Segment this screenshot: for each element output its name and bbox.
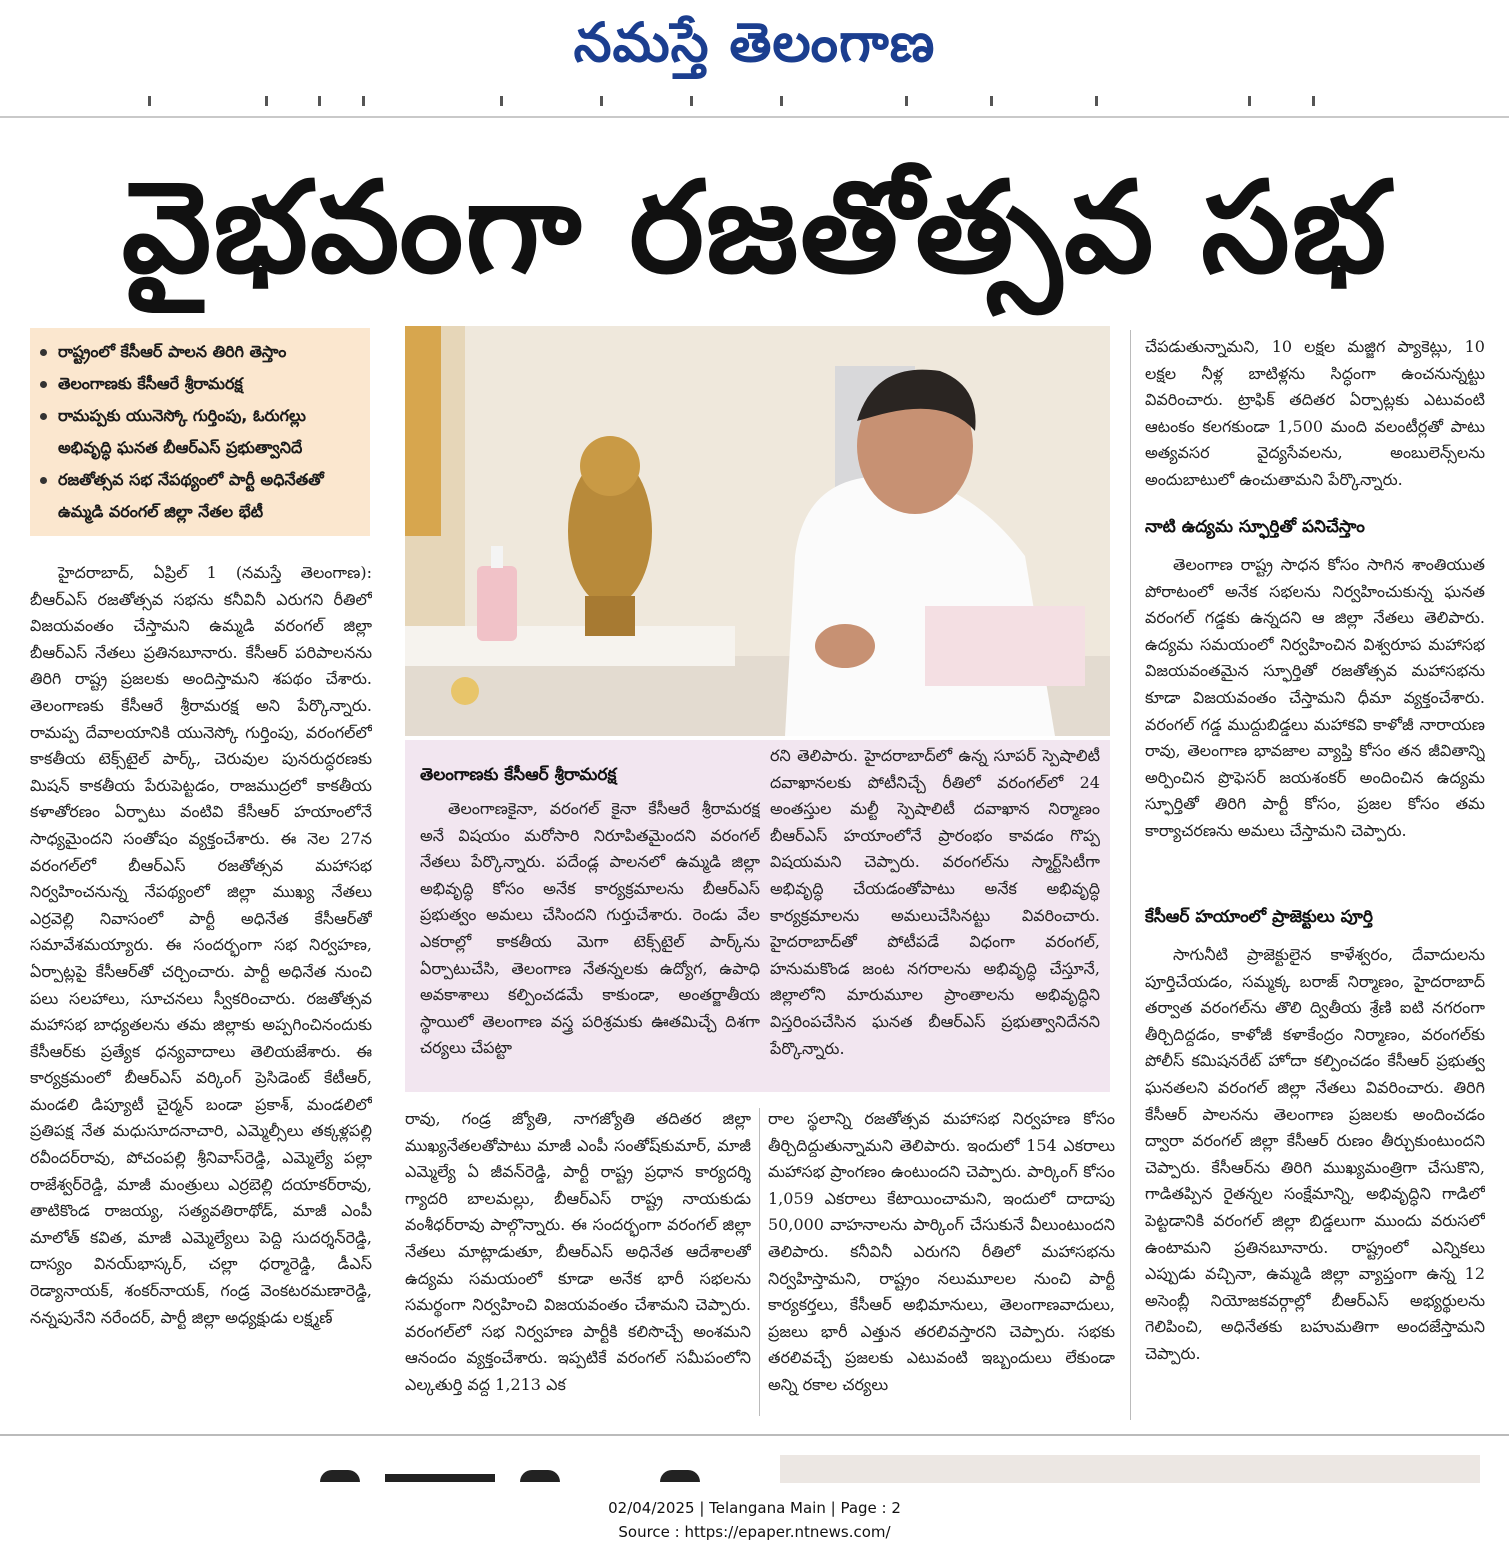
highlight-item: రజతోత్సవ సభ నేపథ్యంలో పార్టీ అధినేతతో ఉమ్మడి వరంగల్ జిల్లా నేతల భేటీ xyxy=(36,464,362,528)
article-column-3 xyxy=(768,1106,1115,1416)
next-article-fragment xyxy=(520,1470,560,1482)
article-column-2 xyxy=(405,1106,751,1416)
article-column-4-para1 xyxy=(1145,552,1485,892)
article-body-paragraph: రాల స్థలాన్ని రజతోత్సవ మహాసభ నిర్వహణ కోసం తీర్చిదిద్దుతున్నామని తెలిపారు. ఇందులో 154 ఎకరాలు మహాసభ ప్రాంగణం ఉంటుందని చెప్పారు. పార్కింగ్ కోసం 1,059 ఎకరాలు కేటాయించామని, ఇందులో దాదాపు 50,000 వాహనాలను పార్కింగ్ చేసుకునే వీలుంటుందని తెలిపారు. కనీవినీ ఎరుగని రీతిలో మహాసభను నిర్వహిస్తామని, రాష్ట్రం నలుమూలల నుంచి పార్టీ కార్యకర్తలు, కేసీఆర్ అభిమానులు, తెలంగాణవాదులు, ప్రజలు భారీ ఎత్తున తరలివస్తారని చెప్పారు. సభకు తరలివచ్చే ప్రజలకు ఎటువంటి ఇబ్బందులు లేకుండా అన్ని రకాల చర్యలు xyxy=(768,1109,1115,1394)
section-subhead: నాటి ఉద్యమ స్ఫూర్తితో పనిచేస్తాం xyxy=(1145,517,1365,537)
photo-illustration xyxy=(405,326,1110,736)
article-column-4-para2 xyxy=(1145,942,1485,1420)
next-article-fragment xyxy=(385,1474,495,1482)
footer-source-link[interactable]: Source : https://epaper.ntnews.com/ xyxy=(618,1523,891,1541)
article-body-paragraph: రావు, గండ్ర జ్యోతి, నాగజ్యోతి తదితర జిల్లా ముఖ్యనేతలతోపాటు మాజీ ఎంపీ సంతోష్‌కుమార్, మాజీ ఎమ్మెల్యే ఏ జీవన్‌రెడ్డి, పార్టీ రాష్ట్ర ప్రధాన కార్యదర్శి గ్యాదరి బాలమల్లు, బీఆర్ఎస్ రాష్ట్ర నాయకుడు వంశీధర్‌రావు పాల్గొన్నారు. ఈ సందర్భంగా వరంగల్ జిల్లా నేతలు మాట్లాడుతూ, బీఆర్ఎస్ అధినేత ఆదేశాలతో ఉద్యమ సమయంలో కూడా అనేక భారీ సభలను సమర్థంగా నిర్వహించి విజయవంతం చేశామని చెప్పారు. వరంగల్‌లో సభ నిర్వహణ పార్టీకి కలిసొచ్చే అంశమని ఆనందం వ్యక్తంచేశారు. ఇప్పటికే వరంగల్ సమీపంలోని ఎల్కతుర్తి వద్ద 1,213 ఎక xyxy=(405,1109,751,1394)
inset-paragraph: రని తెలిపారు. హైదరాబాద్‌లో ఉన్న సూపర్ స్పెషాలిటీ దవాఖానలకు పోటీనిచ్చే రీతిలో వరంగల్‌లో 24 అంతస్తుల మల్టీ స్పెషాలిటీ దవాఖాన నిర్మాణం బీఆర్ఎస్ హయాంలోనే ప్రారంభం కావడం గొప్ప విషయమని చెప్పారు. వరంగల్‌ను స్మార్ట్‌సిటీగా అభివృద్ధి చేయడంతోపాటు అనేక అభివృద్ధి కార్యక్రమాలను అమలుచేసినట్టు వివరించారు. హైదరాబాద్‌తో పోటీపడే విధంగా వరంగల్, హనుమకొండ జంట నగరాలను అభివృద్ధి చేస్తూనే, జిల్లాలోని మారుమూల ప్రాంతాలను అభివృద్ధిని విస్తరింపచేసిన ఘనత బీఆర్ఎస్ ప్రభుత్వానిదేనని పేర్కొన్నారు. xyxy=(770,746,1100,1058)
section-subhead: కేసీఆర్ హయాంలో ప్రాజెక్టులు పూర్తి xyxy=(1145,907,1373,927)
article-photo xyxy=(405,326,1110,736)
article-column-4-intro xyxy=(1145,334,1485,506)
page-headline: వైభవంగా రజతోత్సవ సభ xyxy=(121,154,1389,301)
inset-column-b xyxy=(770,743,1100,1088)
article-body-paragraph: హైదరాబాద్, ఏప్రిల్ 1 (నమస్తే తెలంగాణ): బీఆర్ఎస్ రజతోత్సవ సభను కనీవినీ ఎరుగని రీతిలో విజయవంతం చేస్తామని ఉమ్మడి వరంగల్ జిల్లా బీఆర్ఎస్ నేతలు ప్రతినబూనారు. కేసీఆర్ పరిపాలనను తిరిగి రాష్ట్ర ప్రజలకు అందిస్తామని శపథం చేశారు. తెలంగాణకు కేసీఆరే శ్రీరామరక్ష అని పేర్కొన్నారు. రామప్ప దేవాలయానికి యునెస్కో గుర్తింపు, వరంగల్‌లో కాకతీయ టెక్స్‌టైల్ పార్క్, చెరువుల పునరుద్ధరణకు మిషన్ కాకతీయ పేరుపెట్టడం, రాజముద్రలో కాకతీయ కళాతోరణం ఏర్పాటు వంటివి కేసీఆర్ హయాంలోనే సాధ్యమైందని సంతోషం వ్యక్తంచేశారు. ఈ నెల 27న వరంగల్‌లో బీఆర్ఎస్ రజతోత్సవ మహాసభ నిర్వహించనున్న నేపథ్యంలో జిల్లా ముఖ్య నేతలు ఎర్రవెల్లి నివాసంలో పార్టీ అధినేత కేసీఆర్‌తో సమావేశమయ్యారు. ఈ సందర్భంగా సభ నిర్వహణ, ఏర్పాట్లపై కేసీఆర్‌తో చర్చించారు. పార్టీ అధినేత నుంచి పలు సలహాలు, సూచనలు స్వీకరించారు. రజతోత్సవ మహాసభ బాధ్యతలను తమ జిల్లాకు అప్పగించినందుకు కేసీఆర్‌కు ప్రత్యేక ధన్యవాదాలు తెలియజేశారు. ఈ కార్యక్రమంలో బీఆర్ఎస్ వర్కింగ్ ప్రెసిడెంట్ కేటీఆర్, మండలి డిప్యూటీ చైర్మన్ బండా ప్రకాశ్, మండలిలో ప్రతిపక్ష నేత మధుసూదనాచారి, ఎమ్మెల్సీలు తక్కళ్లపల్లి రవీందర్‌రావు, పోచంపల్లి శ్రీనివాస్‌రెడ్డి, ఎమ్మెల్యే పల్లా రాజేశ్వర్‌రెడ్డి, మాజీ మంత్రులు ఎర్రబెల్లి దయాకర్‌రావు, తాటికొండ రాజయ్య, సత్యవతిరాథోడ్, మాజీ ఎంపీ మాలోత్ కవిత, మాజీ ఎమ్మెల్యేలు పెద్ది సుదర్శన్‌రెడ్డి, దాస్యం వినయ్‌భాస్కర్, చల్లా ధర్మారెడ్డి, డీఎస్ రెడ్యానాయక్, శంకర్‌నాయక్, గండ్ర వెంకటరమణారెడ్డి, నన్నపునేని నరేందర్, పార్టీ జిల్లా అధ్యక్షుడు లక్ష్మణ్ xyxy=(30,563,372,1327)
footer-date-line: 02/04/2025 | Telangana Main | Page : 2 xyxy=(608,1499,901,1517)
inset-paragraph: తెలంగాణకైనా, వరంగల్ కైనా కేసీఆరే శ్రీరామరక్ష అనే విషయం మరోసారి నిరూపితమైందని వరంగల్ నేతలు పేర్కొన్నారు. పదేండ్ల పాలనలో ఉమ్మడి జిల్లా అభివృద్ధి కోసం అనేక కార్యక్రమాలను బీఆర్ఎస్ ప్రభుత్వం అమలు చేసిందని గుర్తుచేశారు. రెండు వేల ఎకరాల్లో కాకతీయ మెగా టెక్స్‌టైల్ పార్క్‌ను ఏర్పాటుచేసి, తెలంగాణ నేతన్నలకు ఉద్యోగ, ఉపాధి అవకాశాలు కల్పించడమే కాకుండా, అంతర్జాతీయ స్థాయిలో తెలంగాణ వస్త్ర పరిశ్రమకు ఊతమిచ్చే దిశగా చర్యలు చేపట్టా xyxy=(420,799,760,1058)
highlight-item: రామప్పకు యునెస్కో గుర్తింపు, ఓరుగల్లు అభివృద్ధి ఘనత బీఆర్ఎస్ ప్రభుత్వానిదే xyxy=(36,400,362,464)
column-divider xyxy=(1130,330,1131,1420)
article-body-paragraph: తెలంగాణ రాష్ట్ర సాధన కోసం సాగిన శాంతియుత పోరాటంలో అనేక సభలను నిర్వహించుకున్న ఘనత వరంగల్ గడ్డకు ఉన్నదని ఆ జిల్లా నేతలు తెలిపారు. ఉద్యమ సమయంలో నిర్వహించిన విశ్వరూప మహాసభ విజయవంతమైన స్ఫూర్తితో రజతోత్సవ మహాసభను కూడా విజయవంతం చేస్తామని ధీమా వ్యక్తంచేశారు. వరంగల్ గడ్డ ముద్దుబిడ్డలు మహాకవి కాళోజీ నారాయణ రావు, తెలంగాణ భావజాల వ్యాప్తి కోసం తన జీవితాన్ని అర్పించిన ప్రొఫెసర్ జయశంకర్ అందించిన ఉద్యమ స్ఫూర్తితో తిరిగి పార్టీ కోసం, ప్రజల కోసం తమ కార్యాచరణను అమలు చేస్తామని చెప్పారు. xyxy=(1145,555,1485,840)
next-article-fragment xyxy=(320,1470,360,1482)
next-article-fragment xyxy=(660,1470,700,1482)
inset-title: తెలంగాణకు కేసీఆర్ శ్రీరామరక్ష xyxy=(420,765,617,785)
article-column-1 xyxy=(30,560,372,1420)
highlight-item: తెలంగాణకు కేసీఆరే శ్రీరామరక్ష xyxy=(36,368,362,400)
next-article-photo-fragment xyxy=(780,1455,1480,1483)
article-body-paragraph: చేపడుతున్నామని, 10 లక్షల మజ్జిగ ప్యాకెట్లు, 10 లక్షల నీళ్ల బాటిళ్లను సిద్ధంగా ఉంచనున్నట్టు వివరించారు. ట్రాఫిక్ తదితర ఏర్పాట్లకు ఎటువంటి ఆటంకం కలగకుండా 1,500 మంది వలంటీర్లతో పాటు అత్యవసర వైద్యసేవలను, అంబులెన్స్‌లను అందుబాటులో ఉంచుతామని పేర్కొన్నారు. xyxy=(1145,337,1485,489)
masthead-strip xyxy=(0,86,1509,118)
inset-column-a xyxy=(420,796,760,1086)
masthead-logo: నమస్తే తెలంగాణ xyxy=(573,11,936,74)
column-divider xyxy=(759,1108,760,1416)
page-separator xyxy=(0,1434,1509,1436)
highlights-box xyxy=(30,328,370,536)
page-footer xyxy=(0,1496,1509,1544)
article-body-paragraph: సాగునీటి ప్రాజెక్టులైన కాళేశ్వరం, దేవాదులను పూర్తిచేయడం, సమ్మక్క బరాజ్ నిర్మాణం, హైదరాబాద్ తర్వాత వరంగల్‌ను తొలి ద్వితీయ శ్రేణి ఐటి నగరంగా తీర్చిదిద్దడం, కాళోజీ కళాకేంద్రం నిర్మాణం, వరంగల్‌కు పోలీస్ కమిషనరేట్ హోదా కల్పించడం కేసీఆర్ ప్రభుత్వ ఘనతలని వరంగల్ జిల్లా నేతలు వివరించారు. తిరిగి కేసీఆర్ పాలనను తెలంగాణ ప్రజలకు అందించడం ద్వారా వరంగల్ జిల్లా కేసీఆర్ రుణం తీర్చుకుంటుందని చెప్పారు. కేసీఆర్‌ను తిరిగి ముఖ్యమంత్రిగా చేసుకొని, గాడితప్పిన రైతన్నల సంక్షేమాన్ని, అభివృద్ధిని గాడిలో పెట్టడానికి వరంగల్ జిల్లా బిడ్డలుగా ముందు వరుసలో ఉంటామని ప్రతినబూనారు. రాష్ట్రంలో ఎన్నికలు ఎప్పుడు వచ్చినా, ఉమ్మడి జిల్లా వ్యాప్తంగా ఉన్న 12 అసెంబ్లీ నియోజకవర్గాల్లో బీఆర్ఎస్ అభ్యర్థులను గెలిపించి, అధినేతకు బహుమతిగా అందజేస్తామని చెప్పారు. xyxy=(1145,945,1485,1363)
highlight-item: రాష్ట్రంలో కేసీఆర్ పాలన తిరిగి తెస్తాం xyxy=(36,336,362,368)
